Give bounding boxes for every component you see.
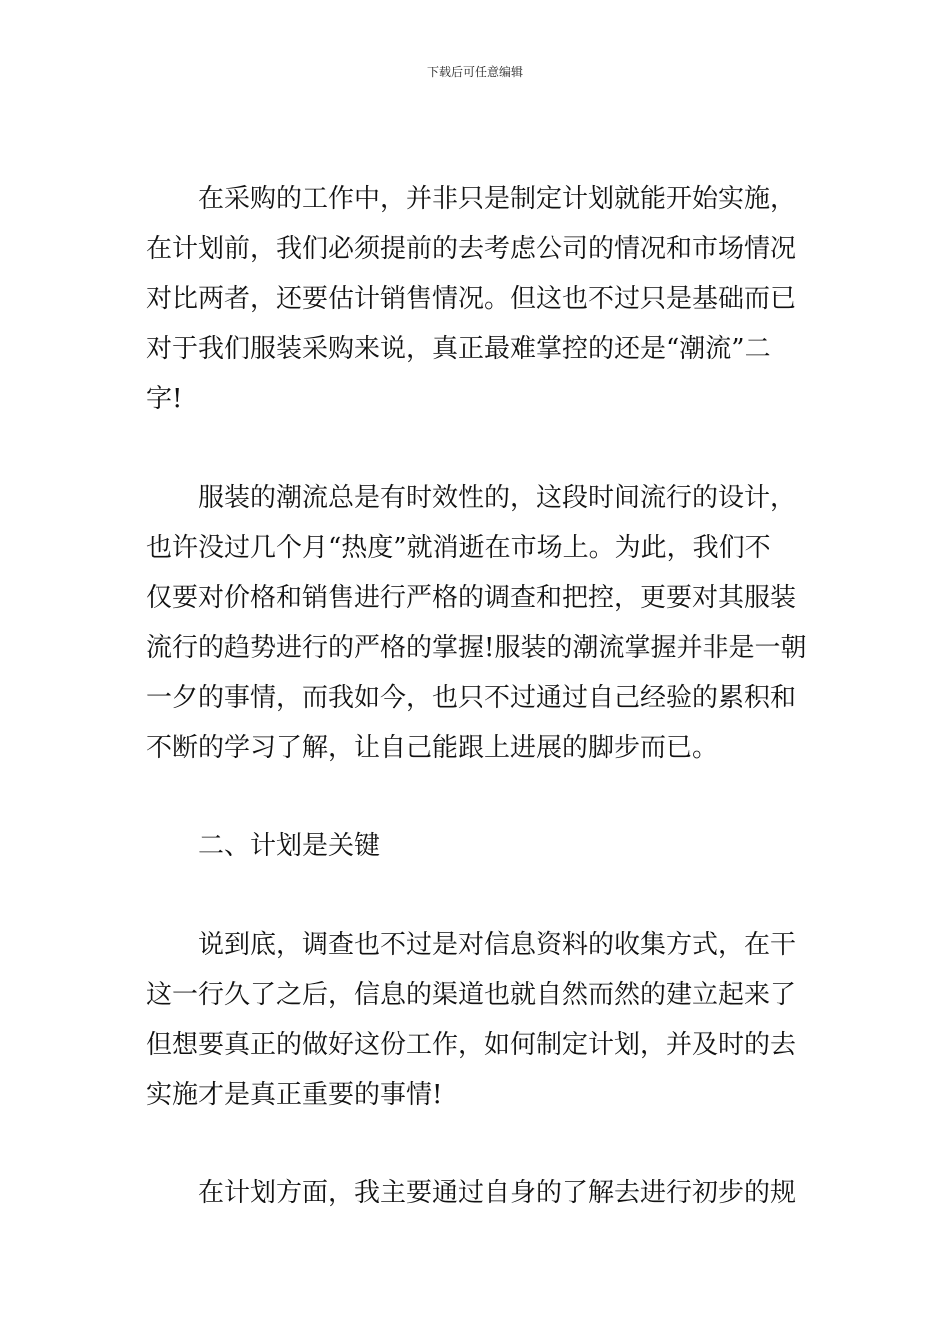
- heading-text: 二、计划是关键: [198, 831, 381, 861]
- text-line: 仅要对价格和销售进行严格的调查和把控，更要对其服装: [146, 583, 797, 613]
- text-line: 实施才是真正重要的事情!: [146, 1080, 443, 1110]
- text-line: 这一行久了之后，信息的渠道也就自然而然的建立起来了: [146, 980, 797, 1010]
- text-line: 流行的趋势进行的严格的掌握!服装的潮流掌握并非是一朝: [146, 633, 807, 663]
- text-line: 说到底，调查也不过是对信息资料的收集方式，在干: [198, 930, 797, 960]
- text-line: 一夕的事情，而我如今，也只不过通过自己经验的累积和: [146, 683, 797, 713]
- text-line: 不断的学习了解，让自己能跟上进展的脚步而已。: [146, 733, 719, 763]
- text-line: 在采购的工作中，并非只是制定计划就能开始实施，: [198, 184, 797, 214]
- text-line: 在计划方面，我主要通过自身的了解去进行初步的规: [198, 1178, 797, 1208]
- text-line: 在计划前，我们必须提前的去考虑公司的情况和市场情况: [146, 234, 797, 264]
- text-line: 但想要真正的做好这份工作，如何制定计划，并及时的去: [146, 1030, 797, 1060]
- text-line: 对于我们服装采购来说，真正最难掌控的还是“潮流”二: [146, 334, 771, 364]
- text-line: 对比两者，还要估计销售情况。但这也不过只是基础而已: [146, 284, 797, 314]
- page-header: 下载后可任意编辑: [426, 65, 523, 79]
- text-line: 服装的潮流总是有时效性的，这段时间流行的设计，: [198, 483, 797, 513]
- text-line: 也许没过几个月“热度”就消逝在市场上。为此，我们不: [146, 533, 771, 563]
- text-line: 字!: [146, 384, 183, 414]
